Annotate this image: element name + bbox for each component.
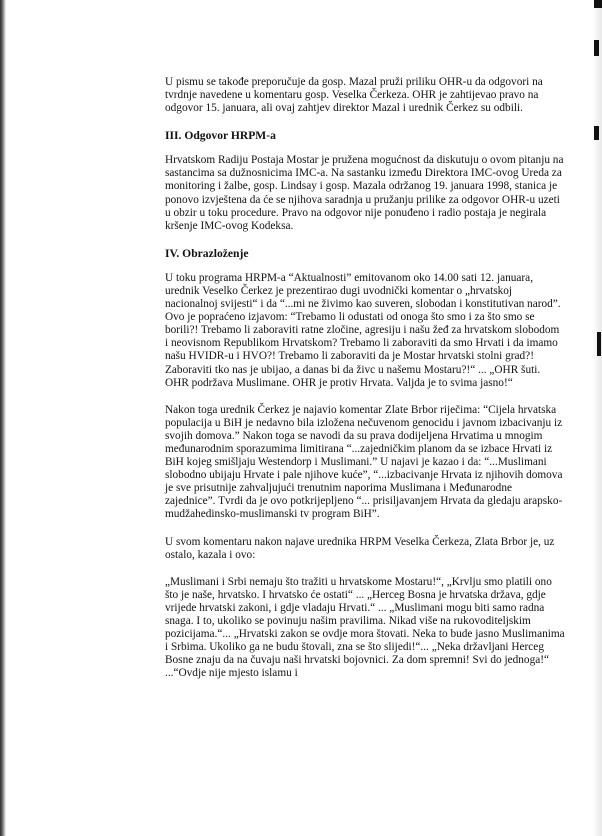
scan-shadow-left <box>0 0 6 836</box>
scan-mark <box>594 40 599 56</box>
scan-mark <box>594 126 599 140</box>
section-3-paragraph: Hrvatskom Radiju Postaja Mostar je pružena mogućnost da diskutuju o ovom pitanju na sastancima sa dužnosnicima IMC-a. Na sastanku između Direktora IMC-ovog Ureda za monitoring i žalbe, gosp. Lindsay i gosp. Mazala održanog 19. januara 1998, stanica je ponovo izvještena da će se njihova saradnja u pružanju prilike za odgovor OHR-u uzeti u obzir u toku procedure. Pravo na odgovor nije ponuđeno i radio postaja je negirala kršenje IMC-ovog Kodeksa. <box>165 154 564 232</box>
section-4-paragraph-1: U toku programa HRPM-a “Aktualnosti” emitovanom oko 14.00 sati 12. januara, urednik Veselko Čerkez je prezentirao dugi uvodnički komentar o „hrvatskoj nacionalnoj svijesti“ i da “...mi ne živimo kao suveren, slobodan i konstitutivan narod”. Ovo je popraćeno izjavom: “Trebamo li odustati od onoga što smo i za što smo se borili?! Trebamo li zaboraviti ratne zločine, agresiju i našu žeđ za hrvatskom slobodom i neovisnom Republikom Hrvatskom? Trebamo li zaboraviti da smo Hrvati i da imamo našu HVIDR-u i HVO?! Trebamo li zaboraviti da je Mostar hrvatski stolni grad?! Zaboraviti tko nas je ubijao, a danas bi da živc u našemu Mostaru?!“ ... „OHR šuti. OHR podržava Muslimane. OHR je protiv Hrvata. Valjda je to svima jasno!“ <box>165 271 561 389</box>
section-heading-4: IV. Obrazloženje <box>165 246 249 260</box>
scan-mark <box>594 0 602 8</box>
section-4-paragraph-2: Nakon toga urednik Čerkez je najavio komentar Zlate Brbor riječima: “Cijela hrvatska populacija u BiH je nedavno bila izložena nečuvenom genocidu i javnom izbacivanju iz svojih domova.” Nakon toga se navodi da su prava dodijeljena Hrvatima u mnogim međunarodnim sporazumima limitirana “...zajedničkim planom da se izbace Hrvati iz BiH kojeg smišljaju Westendorp i Muslimani.” U najavi je kazao i da: “...Muslimani slobodno ubijaju Hrvate i pale njihove kuće”, “...izbacivanje Hrvata iz njihovih domova je sve prisutnije zahvaljujući trenutnim naporima Muslimana i Međunarodne zajednice”. Tvrdi da je ovo potkrijepljeno “... prisiljavanjem Hrvata da gledaju arapsko-mudžahedinsko-muslimanski tv program BiH”. <box>165 403 563 521</box>
document-body <box>165 76 565 694</box>
section-heading-3: III. Odgovor HRPM-a <box>165 129 276 143</box>
intro-paragraph: U pismu se takođe preporučuje da gosp. Mazal pruži priliku OHR-u da odgovori na tvrdnje navedene u komentaru gosp. Veselka Čerkeza. OHR je zahtijevao pravo na odgovor 15. januara, ali ovaj zahtjev direktor Mazal i urednik Čerkez su odbili. <box>165 76 543 115</box>
scan-mark <box>597 332 601 356</box>
section-4-paragraph-3: U svom komentaru nakon najave urednika HRPM Veselka Čerkeza, Zlata Brbor je, uz ostalo, kazala i ovo: <box>165 535 555 561</box>
section-4-paragraph-4: „Muslimani i Srbi nemaju što tražiti u hrvatskome Mostaru!“, „Krvlju smo platili ono što je naše, hrvatsko. I hrvatsko će ostati“ ... „Herceg Bosna je hrvatska država, gdje vrijede hrvatski zakoni, i gdje vladaju Hrvati.“ ... „Muslimani mogu biti samo radna snaga. I to, ukoliko se povinuju našim pravilima. Nikad više na rukovoditeljskim pozicijama.“... „Hrvatski zakon se ovdje mora štovati. Neka to bude jasno Muslimanima i Srbima. Ukoliko ga ne budu štovali, zna se što slijedi!“... „Neka državljani Herceg Bosne znaju da na čuvaju naši hrvatski bojovnici. Za dom spremni! Svi do jednoga!“ ...“Ovdje nije mjesto islamu i <box>165 575 565 680</box>
